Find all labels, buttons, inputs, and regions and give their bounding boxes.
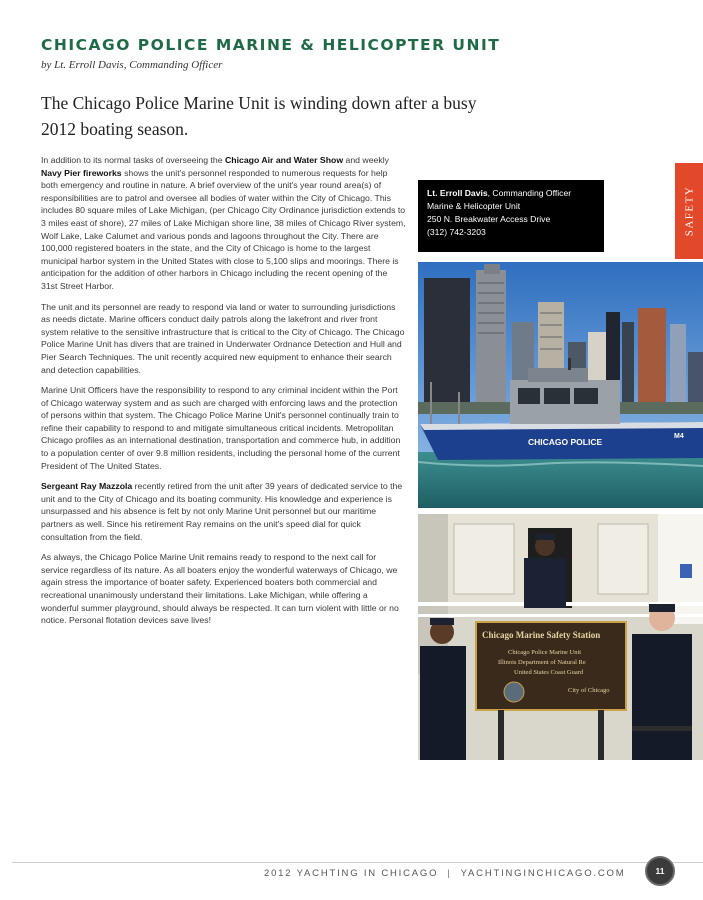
article-headline: CHICAGO POLICE MARINE & HELICOPTER UNIT	[41, 36, 501, 54]
sign-line-5: City of Chicago	[568, 687, 610, 694]
footer-rule	[12, 862, 703, 863]
page-number: 11	[655, 866, 665, 876]
section-tab-safety: SAFETY	[675, 163, 703, 259]
footer-separator: |	[447, 867, 452, 879]
page-footer	[264, 866, 654, 880]
photo-police-boat	[418, 262, 703, 508]
article-body	[41, 154, 406, 635]
article-byline: by Lt. Erroll Davis, Commanding Officer	[41, 59, 223, 71]
contact-name-line	[427, 187, 595, 200]
footer-publication: 2012 YACHTING IN CHICAGO	[264, 867, 439, 879]
paragraph-4: Sergeant Ray Mazzola recently retired from the unit after 39 years of dedicated service to the unit and to the City of Chicago and its boating community. His knowledge and experience is unsurpassed and his absence is felt by not only Marine Unit personnel but our maritime partners as well. Since his retirement Ray remains on the unit's speed dial for quick consultation from the field.	[41, 481, 403, 542]
officers-illustration	[418, 514, 703, 760]
paragraph-2: The unit and its personnel are ready to respond via land or water to surrounding jurisdictions as needs dictate. Marine officers conduct daily patrols along the lakefront and river front system relative to the sensitive infrastructure that is critical to the City of Chicago. The Chicago Police Marine Unit has divers that are trained in Underwater Ordnance Detection and Hull and Pier Search Techniques. The unit recently acquired new equipment to enhance their search and detection capabilities.	[41, 301, 405, 375]
contact-phone: (312) 742-3203	[427, 227, 486, 237]
contact-title: , Commanding Officer	[487, 188, 572, 198]
sign-line-4: United States Coast Guard	[514, 669, 584, 676]
boat-number: M4	[674, 433, 684, 440]
police-boat-illustration	[418, 262, 703, 508]
boat-label: CHICAGO POLICE	[528, 437, 603, 447]
navy-pier-fireworks: Navy Pier fireworks	[41, 167, 122, 178]
contact-unit: Marine & Helicopter Unit	[427, 201, 521, 211]
sign-line-3: Illinois Department of Natural Re	[498, 659, 586, 666]
sergeant-name: Sergeant Ray Mazzola	[41, 481, 133, 492]
article-deck: The Chicago Police Marine Unit is winding down after a busy 2012 boating season.	[41, 93, 477, 139]
contact-box	[418, 180, 604, 252]
footer-website[interactable]: YACHTINGINCHICAGO.COM	[460, 867, 626, 879]
paragraph-3: Marine Unit Officers have the responsibility to respond to any criminal incident within the Port of Chicago waterway system and as such are charged with enforcing laws and the protection of persons within that system. The Chicago Police Marine Unit's personnel continually train to refine their capability to respond to and mitigate simultaneous critical incidents. Metropolitan Chicago profiles as an international destination, transportation and commerce hub, in addition to a population center of over 9.8 million residents, including the personal home of the current President of The United States.	[41, 385, 401, 471]
sign-line-2: Chicago Police Marine Unit	[508, 649, 582, 656]
photo-officers-sign	[418, 514, 703, 760]
sign-line-1: Chicago Marine Safety Station	[482, 630, 601, 640]
page-number-badge	[645, 856, 675, 886]
chicago-air-water-show: Chicago Air and Water Show	[225, 155, 344, 165]
paragraph-5: As always, the Chicago Police Marine Unit remains ready to respond to the next call for service regardless of its nature. As all boaters enjoy the wonderful waterways of Chicago, we again stress the importance of boater safety. Experienced boaters both commercial and recreational unanimously understand their limitations. Lake Michigan, while offering a wonderful summer playground, should always be respected. It can turn violent with little or no notice. Personal flotation devices save lives!	[41, 552, 399, 626]
contact-name: Lt. Erroll Davis	[427, 188, 488, 198]
contact-address: 250 N. Breakwater Access Drive	[427, 214, 551, 224]
paragraph-1: In addition to its normal tasks of overseeing the Chicago Air and Water Show and weekly Navy Pier fireworks shows the unit's personnel responded to numerous requests for help both emergency and routine in nature. A brief overview of the unit's year round area(s) of responsibilities are to patrol and oversee all bodies of water within the City of Chicago. This includes 80 square miles of Lake Michigan, (per Chicago City Ordinance jurisdiction extends to 3 miles east of shore), 27 miles of Lake Michigan shore line, 38 miles of Chicago River system, Wolf Lake, Lake Calumet and various ponds and lagoons throughout the City. There are 100,000 registered boaters in the state, and the City of Chicago is home to the largest municipal harbor system in the United States with close to 5,100 slips and moorings. There is anticipation for the addition of other harbors in Chicago including the recent opening of the 31st Street Harbor.	[41, 155, 406, 291]
